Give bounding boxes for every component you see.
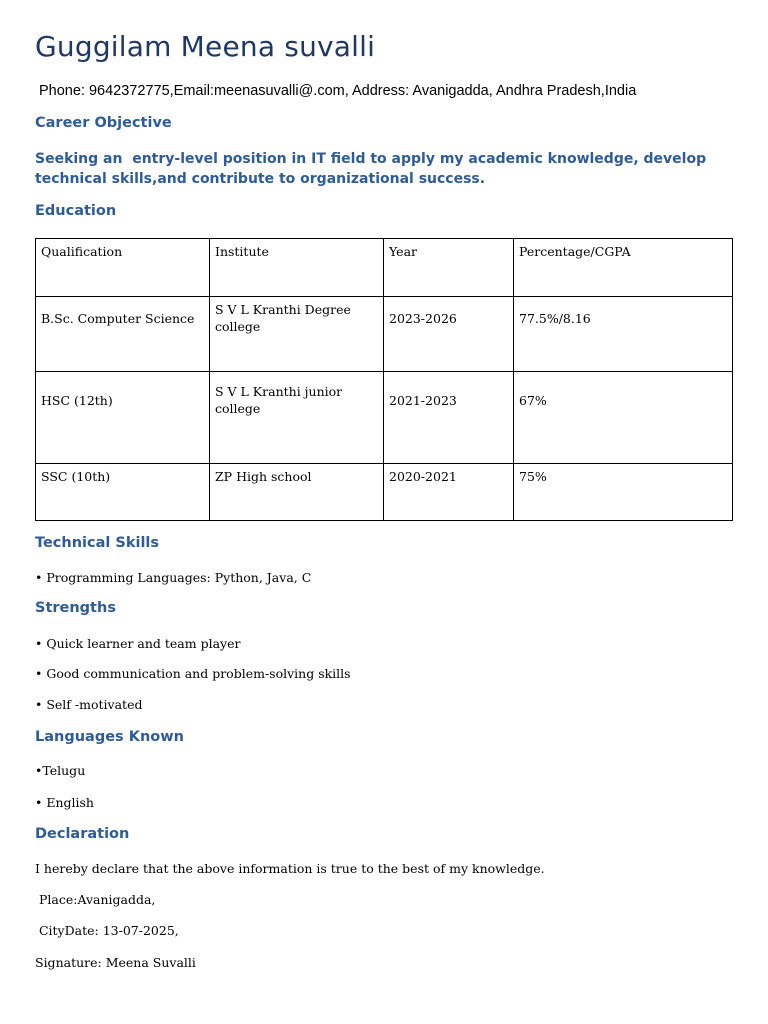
technical-skills-heading: Technical Skills [35, 535, 160, 551]
column-header-year: Year [384, 239, 514, 297]
cell-score: 67% [514, 372, 733, 464]
declaration-statement: I hereby declare that the above information is true to the best of my knowledge. [35, 861, 545, 876]
strength-item: • Self -motivated [35, 697, 143, 712]
cell-qualification: HSC (12th) [36, 372, 210, 464]
cell-year: 2021-2023 [384, 372, 514, 464]
declaration-date: CityDate: 13-07-2025, [35, 923, 179, 938]
strength-item: • Quick learner and team player [35, 636, 241, 651]
signature: Signature: Meena Suvalli [35, 955, 196, 970]
table-row [36, 464, 733, 521]
contact-details: Phone: 9642372775,Email:meenasuvalli@.com, Address: Avanigadda, Andhra Pradesh,India [39, 83, 637, 99]
declaration-heading: Declaration [35, 826, 130, 842]
column-header-qualification: Qualification [36, 239, 210, 297]
cell-year: 2023-2026 [384, 297, 514, 372]
cell-qualification: SSC (10th) [36, 464, 210, 521]
career-objective-heading: Career Objective [35, 115, 172, 131]
column-header-institute: Institute [210, 239, 384, 297]
table-row [36, 372, 733, 464]
strengths-heading: Strengths [35, 600, 116, 616]
table-header-row [36, 239, 733, 297]
candidate-name: Guggilam Meena suvalli [35, 30, 376, 63]
education-heading: Education [35, 203, 117, 219]
cell-institute: S V L Kranthi junior college [210, 372, 384, 464]
cell-year: 2020-2021 [384, 464, 514, 521]
languages-heading: Languages Known [35, 729, 184, 745]
cell-score: 75% [514, 464, 733, 521]
skill-item: • Programming Languages: Python, Java, C [35, 570, 312, 585]
table-row [36, 297, 733, 372]
language-item: • English [35, 795, 94, 810]
cell-qualification: B.Sc. Computer Science [36, 297, 210, 372]
language-item: •Telugu [35, 763, 86, 778]
career-objective-line-1: Seeking an entry-level position in IT field to apply my academic knowledge, develop [35, 151, 707, 167]
education-table [35, 238, 733, 521]
career-objective-text [35, 149, 715, 189]
cell-institute: ZP High school [210, 464, 384, 521]
strength-item: • Good communication and problem-solving skills [35, 666, 351, 681]
column-header-percentage: Percentage/CGPA [514, 239, 733, 297]
cell-score: 77.5%/8.16 [514, 297, 733, 372]
declaration-place: Place:Avanigadda, [35, 892, 156, 907]
career-objective-line-2: technical skills,and contribute to organizational success. [35, 171, 486, 187]
cell-institute: S V L Kranthi Degree college [210, 297, 384, 372]
